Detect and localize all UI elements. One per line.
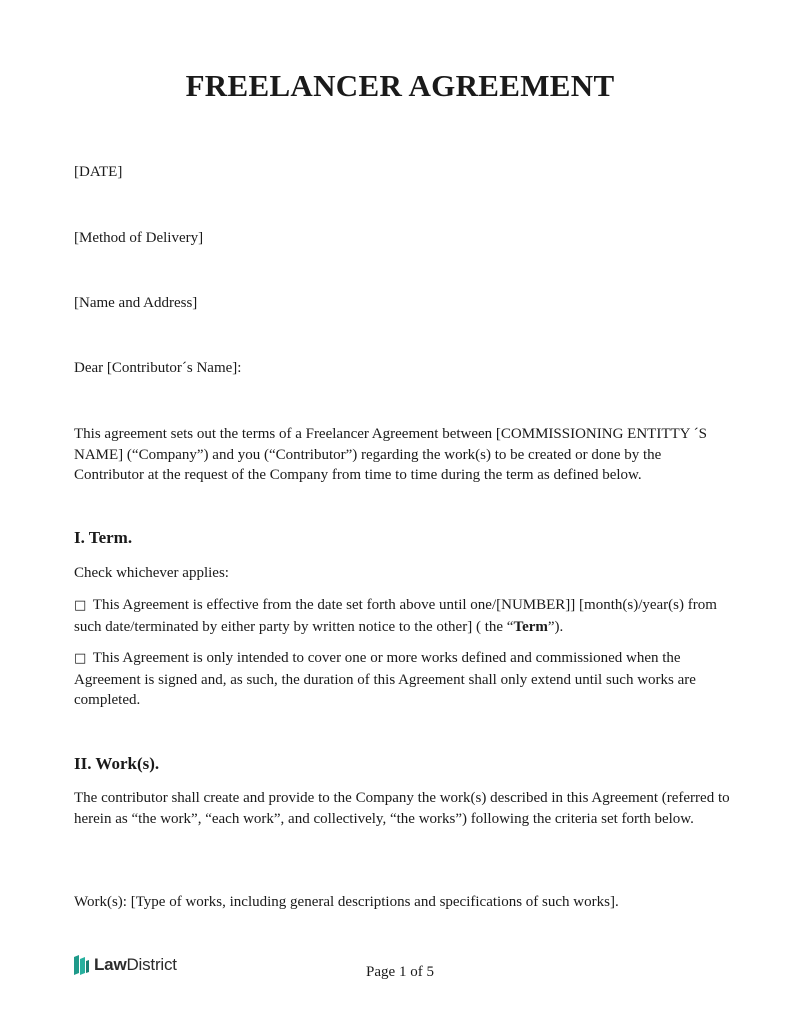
page-number: Page 1 of 5 xyxy=(366,964,434,980)
works-line: Work(s): [Type of works, including general descriptions and specifications of such works]. xyxy=(74,894,619,910)
term-defined-word: Term xyxy=(513,618,548,635)
term-option-2 xyxy=(74,648,734,711)
document-title: FREELANCER AGREEMENT xyxy=(185,68,615,103)
name-address-placeholder: [Name and Address] xyxy=(74,295,198,311)
logo-wordmark: LawDistrict xyxy=(94,955,177,974)
works-paragraph: The contributor shall create and provide to the Company the work(s) described in this Agreement (referred to herein as “the work”, “each work”, and collectively, “the works”) following the criteria set forth below. xyxy=(74,790,730,827)
checkbox-icon[interactable]: □ xyxy=(74,651,87,666)
salutation: Dear [Contributor´s Name]: xyxy=(74,360,242,376)
checkbox-icon[interactable]: □ xyxy=(74,598,87,613)
intro-paragraph: This agreement sets out the terms of a Freelancer Agreement between [COMMISSIONING ENTITTY ´S NAME] (“Company”) and you (“Contributor”) regarding the work(s) to be created or done by the Contributor at the request of the Company from time to time during the term as defined below. xyxy=(74,426,708,483)
delivery-method-placeholder: [Method of Delivery] xyxy=(74,230,204,246)
term-option-2-text: This Agreement is only intended to cover one or more works defined and commissioned when the Agreement is signed and, as such, the duration of this Agreement shall only extend until such works are completed. xyxy=(74,650,696,708)
term-option-1 xyxy=(74,595,734,637)
section-heading-term: I. Term. xyxy=(74,528,133,547)
term-option-1-text-end: ”). xyxy=(547,618,564,635)
term-instruction: Check whichever applies: xyxy=(74,565,229,581)
term-option-1-text: This Agreement is effective from the date set forth above until one/[NUMBER]] [month(s)/year(s) from such date/terminated by either party by written notice to the other] ( the “ xyxy=(74,597,717,635)
date-placeholder: [DATE] xyxy=(74,164,123,180)
section-heading-works: II. Work(s). xyxy=(74,754,160,773)
